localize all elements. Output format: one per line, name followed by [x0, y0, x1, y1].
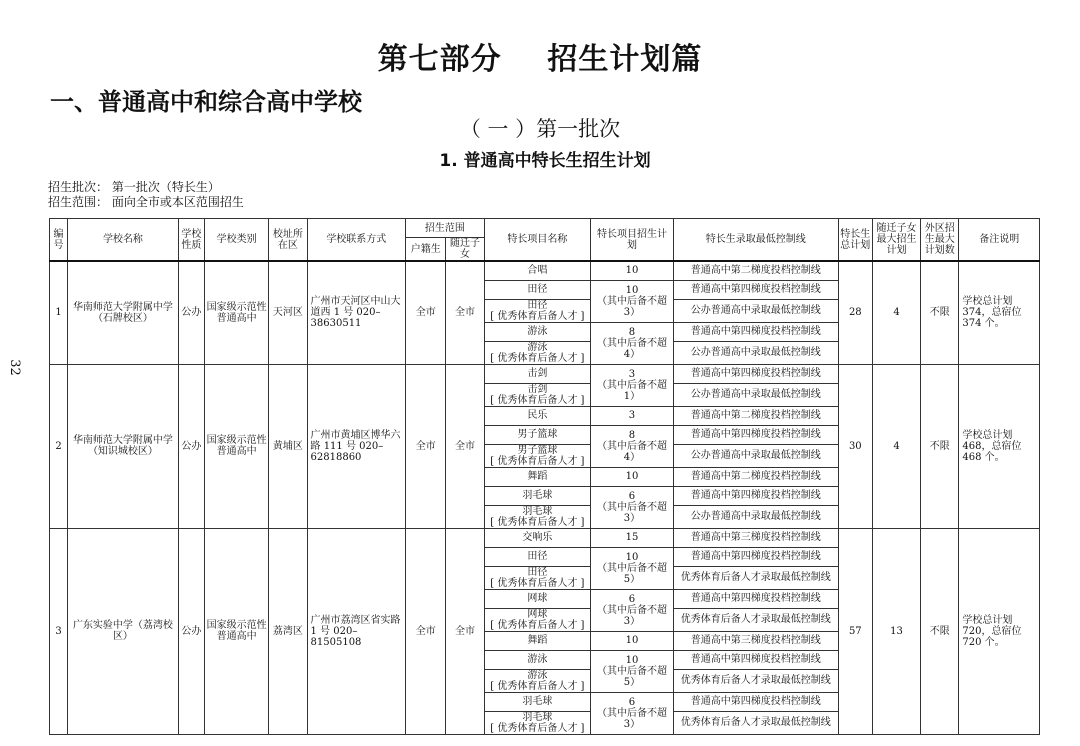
school-type: 国家级示范性普通高中: [204, 364, 268, 528]
project-plan: 10 （其中后备不超3）: [591, 280, 674, 322]
header-project: 特长项目名称: [484, 219, 591, 262]
project-min-line: 普通高中第二梯度投档控制线: [673, 406, 838, 425]
school-district: 天河区: [269, 261, 307, 364]
project-min-line: 普通高中第四梯度投档控制线: [673, 547, 838, 566]
project-name: 男子篮球 [ 优秀体育后备人才 ]: [484, 444, 591, 467]
table-row: [50, 528, 1040, 547]
header-total: 特长生总计划: [838, 219, 872, 262]
header-school: 学校名称: [68, 219, 179, 262]
header-district: 校址所在区: [269, 219, 307, 262]
project-name: 男子篮球: [484, 425, 591, 444]
project-plan: 8 （其中后备不超4）: [591, 322, 674, 364]
project-name: 羽毛球 [ 优秀体育后备人才 ]: [484, 711, 591, 734]
project-name: 网球: [484, 589, 591, 608]
school-max-outside: 不限: [921, 261, 959, 364]
table-row: [50, 261, 1040, 280]
project-name: 民乐: [484, 406, 591, 425]
header-hukou: 户籍生: [406, 238, 446, 262]
header-migrant: 随迁子女: [446, 238, 484, 262]
project-plan: 10: [591, 631, 674, 650]
range-migrant: 全市: [446, 261, 484, 364]
range-hukou: 全市: [406, 528, 446, 734]
project-min-line: 公办普通高中录取最低控制线: [673, 299, 838, 322]
school-contact: 广州市天河区中山大道西 1 号 020–38630511: [307, 261, 406, 364]
school-nature: 公办: [178, 261, 204, 364]
project-plan: 10: [591, 261, 674, 280]
batch-line: 招生批次： 第一批次（特长生）: [48, 180, 220, 194]
table-row: [50, 364, 1040, 383]
school-note: 学校总计划 468，总宿位 468 个。: [959, 364, 1040, 528]
school-note: 学校总计划 374，总宿位 374 个。: [959, 261, 1040, 364]
project-min-line: 公办普通高中录取最低控制线: [673, 505, 838, 528]
header-note: 备注说明: [959, 219, 1040, 262]
project-min-line: 普通高中第四梯度投档控制线: [673, 280, 838, 299]
school-group: [50, 261, 1040, 364]
project-plan: 10: [591, 467, 674, 486]
project-name: 羽毛球: [484, 692, 591, 711]
header-max-migrant: 随迁子女最大招生计划: [872, 219, 920, 262]
part-title: 第七部分 招生计划篇: [377, 42, 703, 77]
project-min-line: 普通高中第四梯度投档控制线: [673, 322, 838, 341]
project-min-line: 普通高中第四梯度投档控制线: [673, 589, 838, 608]
header-max-outside: 外区招生最大计划数: [921, 219, 959, 262]
project-plan: 10 （其中后备不超5）: [591, 650, 674, 692]
school-group: [50, 364, 1040, 528]
project-min-line: 公办普通高中录取最低控制线: [673, 383, 838, 406]
project-plan: 15: [591, 528, 674, 547]
project-min-line: 优秀体育后备人才录取最低控制线: [673, 608, 838, 631]
header-nature: 学校性质: [178, 219, 204, 262]
school-district: 黄埔区: [269, 364, 307, 528]
project-name: 舞蹈: [484, 631, 591, 650]
header-range: 招生范围: [406, 219, 484, 238]
project-name: 击剑: [484, 364, 591, 383]
school-group: [50, 528, 1040, 734]
enrollment-plan-table: [49, 218, 1040, 735]
project-plan: 6 （其中后备不超3）: [591, 692, 674, 734]
range-hukou: 全市: [406, 364, 446, 528]
project-name: 田径: [484, 547, 591, 566]
range-migrant: 全市: [446, 528, 484, 734]
section-heading: 一、普通高中和综合高中学校: [50, 88, 362, 116]
school-max-outside: 不限: [921, 364, 959, 528]
school-no: 1: [50, 261, 68, 364]
project-min-line: 公办普通高中录取最低控制线: [673, 444, 838, 467]
project-name: 羽毛球 [ 优秀体育后备人才 ]: [484, 505, 591, 528]
school-name: 华南师范大学附属中学（石牌校区）: [68, 261, 179, 364]
school-contact: 广州市黄埔区博华六路 111 号 020–62818860: [307, 364, 406, 528]
range-line: 招生范围： 面向全市或本区范围招生: [48, 195, 244, 209]
school-contact: 广州市荔湾区省实路 1 号 020–81505108: [307, 528, 406, 734]
school-type: 国家级示范性普通高中: [204, 261, 268, 364]
project-min-line: 普通高中第二梯度投档控制线: [673, 261, 838, 280]
project-name: 游泳: [484, 322, 591, 341]
project-name: 田径 [ 优秀体育后备人才 ]: [484, 566, 591, 589]
school-district: 荔湾区: [269, 528, 307, 734]
project-min-line: 普通高中第四梯度投档控制线: [673, 486, 838, 505]
school-name: 华南师范大学附属中学（知识城校区）: [68, 364, 179, 528]
school-no: 3: [50, 528, 68, 734]
school-note: 学校总计划 720，总宿位 720 个。: [959, 528, 1040, 734]
school-max-migrant: 4: [872, 364, 920, 528]
project-min-line: 普通高中第四梯度投档控制线: [673, 425, 838, 444]
project-plan: 3 （其中后备不超1）: [591, 364, 674, 406]
project-min-line: 普通高中第三梯度投档控制线: [673, 631, 838, 650]
project-min-line: 普通高中第二梯度投档控制线: [673, 467, 838, 486]
project-name: 舞蹈: [484, 467, 591, 486]
header-contact: 学校联系方式: [307, 219, 406, 262]
school-total-plan: 28: [838, 261, 872, 364]
project-name: 游泳: [484, 650, 591, 669]
school-max-migrant: 4: [872, 261, 920, 364]
header-type: 学校类别: [204, 219, 268, 262]
project-plan: 6 （其中后备不超3）: [591, 486, 674, 528]
project-min-line: 优秀体育后备人才录取最低控制线: [673, 711, 838, 734]
project-min-line: 普通高中第四梯度投档控制线: [673, 650, 838, 669]
project-plan: 10 （其中后备不超5）: [591, 547, 674, 589]
project-name: 田径: [484, 280, 591, 299]
school-no: 2: [50, 364, 68, 528]
school-total-plan: 57: [838, 528, 872, 734]
school-total-plan: 30: [838, 364, 872, 528]
header-plan: 特长项目招生计划: [591, 219, 674, 262]
project-min-line: 普通高中第三梯度投档控制线: [673, 528, 838, 547]
project-name: 田径 [ 优秀体育后备人才 ]: [484, 299, 591, 322]
page-number: 32: [6, 359, 22, 376]
range-migrant: 全市: [446, 364, 484, 528]
project-name: 网球 [ 优秀体育后备人才 ]: [484, 608, 591, 631]
project-name: 游泳 [ 优秀体育后备人才 ]: [484, 669, 591, 692]
school-name: 广东实验中学（荔湾校区）: [68, 528, 179, 734]
project-plan: 8 （其中后备不超4）: [591, 425, 674, 467]
plan-heading: 1. 普通高中特长生招生计划: [439, 151, 651, 171]
project-min-line: 普通高中第四梯度投档控制线: [673, 692, 838, 711]
school-max-outside: 不限: [921, 528, 959, 734]
project-min-line: 公办普通高中录取最低控制线: [673, 341, 838, 364]
school-type: 国家级示范性普通高中: [204, 528, 268, 734]
project-plan: 6 （其中后备不超3）: [591, 589, 674, 631]
header-line: 特长生录取最低控制线: [673, 219, 838, 262]
project-min-line: 优秀体育后备人才录取最低控制线: [673, 566, 838, 589]
school-nature: 公办: [178, 528, 204, 734]
school-max-migrant: 13: [872, 528, 920, 734]
project-plan: 3: [591, 406, 674, 425]
project-name: 合唱: [484, 261, 591, 280]
range-hukou: 全市: [406, 261, 446, 364]
project-min-line: 优秀体育后备人才录取最低控制线: [673, 669, 838, 692]
project-min-line: 普通高中第四梯度投档控制线: [673, 364, 838, 383]
batch-heading: （ 一 ）第一批次: [459, 117, 621, 141]
project-name: 羽毛球: [484, 486, 591, 505]
school-nature: 公办: [178, 364, 204, 528]
header-no: 编号: [50, 219, 68, 262]
project-name: 游泳 [ 优秀体育后备人才 ]: [484, 341, 591, 364]
project-name: 击剑 [ 优秀体育后备人才 ]: [484, 383, 591, 406]
project-name: 交响乐: [484, 528, 591, 547]
